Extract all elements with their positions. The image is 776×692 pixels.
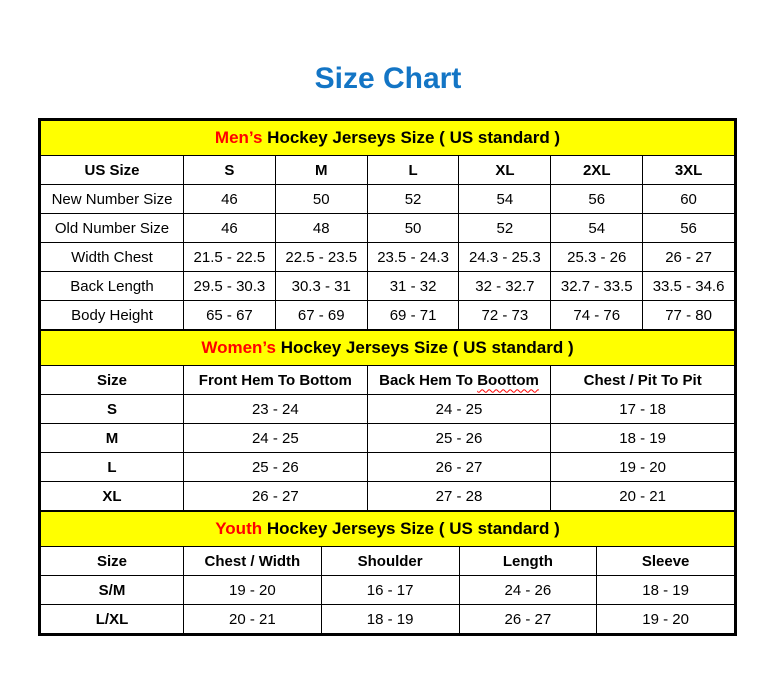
size-value-cell: 32.7 - 33.5 [551, 272, 643, 301]
youth-banner [41, 512, 735, 547]
youth-col-length: Length [459, 547, 597, 576]
size-value-cell: 24 - 25 [367, 395, 551, 424]
mens-col-m: M [275, 156, 367, 185]
youth-banner-row [41, 512, 735, 547]
womens-banner-row [41, 331, 735, 366]
size-value-cell: 67 - 69 [275, 301, 367, 330]
size-value-cell: 69 - 71 [367, 301, 459, 330]
size-value-cell: 23 - 24 [184, 395, 368, 424]
mens-banner-highlight: Men’s [214, 128, 263, 147]
youth-banner-text: Hockey Jerseys Size ( US standard ) [262, 519, 560, 538]
size-value-cell: 52 [459, 214, 551, 243]
size-value-cell: 54 [551, 214, 643, 243]
size-value-cell: 25 - 26 [184, 453, 368, 482]
mens-row-old-number-size [41, 214, 735, 243]
mens-col-3xl: 3XL [643, 156, 735, 185]
size-value-cell: 25 - 26 [367, 424, 551, 453]
mens-banner-text: Hockey Jerseys Size ( US standard ) [262, 128, 561, 147]
womens-row-l [41, 453, 735, 482]
size-value-cell: 19 - 20 [551, 453, 735, 482]
womens-col-front-hem: Front Hem To Bottom [184, 366, 368, 395]
womens-header-row [41, 366, 735, 395]
womens-banner [41, 331, 735, 366]
size-value-cell: 26 - 27 [367, 453, 551, 482]
row-label: XL [41, 482, 184, 511]
mens-size-table [40, 120, 735, 330]
size-value-cell: 56 [643, 214, 735, 243]
size-value-cell: 54 [459, 185, 551, 214]
size-value-cell: 18 - 19 [551, 424, 735, 453]
row-label: L [41, 453, 184, 482]
mens-row-body-height [41, 301, 735, 330]
size-value-cell: 72 - 73 [459, 301, 551, 330]
size-value-cell: 20 - 21 [551, 482, 735, 511]
page-title: Size Chart [314, 62, 462, 95]
size-value-cell: 24.3 - 25.3 [459, 243, 551, 272]
row-label: M [41, 424, 184, 453]
mens-col-l: L [367, 156, 459, 185]
size-value-cell: 48 [275, 214, 367, 243]
size-value-cell: 24 - 26 [459, 576, 597, 605]
back-hem-misspelled-word: Boottom [477, 371, 539, 389]
mens-banner [41, 121, 735, 156]
mens-col-xl: XL [459, 156, 551, 185]
size-value-cell: 29.5 - 30.3 [184, 272, 276, 301]
mens-row-back-length [41, 272, 735, 301]
size-value-cell: 60 [643, 185, 735, 214]
row-label: L/XL [41, 605, 184, 634]
size-value-cell: 31 - 32 [367, 272, 459, 301]
size-value-cell: 56 [551, 185, 643, 214]
size-value-cell: 33.5 - 34.6 [643, 272, 735, 301]
size-value-cell: 26 - 27 [184, 482, 368, 511]
mens-row-new-number-size [41, 185, 735, 214]
row-label: S/M [41, 576, 184, 605]
size-chart-tables [38, 118, 737, 636]
womens-banner-text: Hockey Jerseys Size ( US standard ) [275, 338, 574, 357]
row-label: Old Number Size [41, 214, 184, 243]
size-value-cell: 24 - 25 [184, 424, 368, 453]
mens-banner-row [41, 121, 735, 156]
youth-size-table [40, 511, 735, 634]
size-value-cell: 16 - 17 [321, 576, 459, 605]
size-value-cell: 50 [367, 214, 459, 243]
size-value-cell: 20 - 21 [184, 605, 322, 634]
row-label: Width Chest [41, 243, 184, 272]
size-value-cell: 52 [367, 185, 459, 214]
size-value-cell: 18 - 19 [597, 576, 735, 605]
size-value-cell: 77 - 80 [643, 301, 735, 330]
size-value-cell: 26 - 27 [643, 243, 735, 272]
womens-col-back-hem [367, 366, 551, 395]
mens-row-width-chest [41, 243, 735, 272]
womens-row-xl [41, 482, 735, 511]
youth-col-chest-width: Chest / Width [184, 547, 322, 576]
youth-row-sm [41, 576, 735, 605]
size-value-cell: 22.5 - 23.5 [275, 243, 367, 272]
size-value-cell: 23.5 - 24.3 [367, 243, 459, 272]
mens-col-2xl: 2XL [551, 156, 643, 185]
womens-banner-highlight: Women’s [201, 338, 276, 357]
row-label: New Number Size [41, 185, 184, 214]
size-value-cell: 21.5 - 22.5 [184, 243, 276, 272]
back-hem-label-prefix: Back Hem To [379, 371, 478, 389]
row-label: Back Length [41, 272, 184, 301]
size-value-cell: 19 - 20 [184, 576, 322, 605]
mens-col-us-size: US Size [41, 156, 184, 185]
womens-size-table [40, 330, 735, 511]
youth-col-sleeve: Sleeve [597, 547, 735, 576]
row-label: Body Height [41, 301, 184, 330]
mens-header-row [41, 156, 735, 185]
youth-row-lxl [41, 605, 735, 634]
size-value-cell: 50 [275, 185, 367, 214]
size-value-cell: 46 [184, 185, 276, 214]
womens-col-size: Size [41, 366, 184, 395]
youth-banner-highlight: Youth [215, 519, 263, 538]
size-value-cell: 27 - 28 [367, 482, 551, 511]
mens-col-s: S [184, 156, 276, 185]
womens-col-chest-pit: Chest / Pit To Pit [551, 366, 735, 395]
youth-col-shoulder: Shoulder [321, 547, 459, 576]
row-label: S [41, 395, 184, 424]
size-value-cell: 46 [184, 214, 276, 243]
size-value-cell: 26 - 27 [459, 605, 597, 634]
size-value-cell: 18 - 19 [321, 605, 459, 634]
size-value-cell: 19 - 20 [597, 605, 735, 634]
size-value-cell: 17 - 18 [551, 395, 735, 424]
youth-col-size: Size [41, 547, 184, 576]
womens-row-s [41, 395, 735, 424]
youth-header-row [41, 547, 735, 576]
size-value-cell: 25.3 - 26 [551, 243, 643, 272]
size-value-cell: 74 - 76 [551, 301, 643, 330]
size-value-cell: 30.3 - 31 [275, 272, 367, 301]
size-value-cell: 32 - 32.7 [459, 272, 551, 301]
womens-row-m [41, 424, 735, 453]
size-value-cell: 65 - 67 [184, 301, 276, 330]
